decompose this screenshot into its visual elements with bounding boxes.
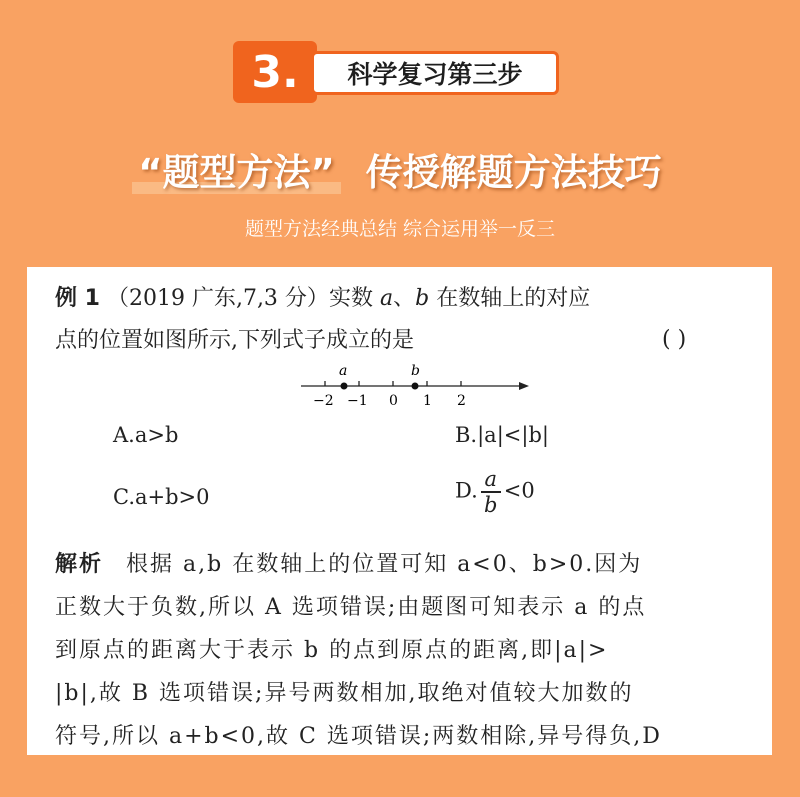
badge-label: 科学复习第三步 <box>311 51 559 95</box>
analysis-line-5: 符号,所以 a+b<0,故 C 选项错误;两数相除,异号得负,D <box>55 724 662 749</box>
headline-highlight: “题型方法” <box>138 151 335 194</box>
tick-label: 1 <box>423 393 432 409</box>
answer-paren: ( ) <box>662 327 687 352</box>
point-b <box>412 383 419 390</box>
analysis-line-1: 解析 根据 a,b 在数轴上的位置可知 a<0、b>0.因为 <box>55 552 643 577</box>
subhead: 题型方法经典总结 综合运用举一反三 <box>244 218 556 240</box>
option-d: D. $\frac{a}{b}$ <0 <box>455 467 535 517</box>
example-tag: 例 1 <box>55 286 100 311</box>
label-a: a <box>339 363 348 379</box>
tick-label: −1 <box>347 393 368 409</box>
option-b: B.|a|<|b| <box>455 423 549 447</box>
analysis-line-2: 正数大于负数,所以 A 选项错误;由题图可知表示 a 的点 <box>55 595 647 620</box>
tick-label: 2 <box>457 393 466 409</box>
example-card <box>27 267 772 755</box>
question-line-1: 例 1 （2019 广东,7,3 分）实数 a、b 在数轴上的对应 <box>55 286 591 311</box>
label-b: b <box>411 363 420 379</box>
question-source: （2019 广东,7,3 分） <box>106 286 329 311</box>
analysis-tag: 解析 <box>55 552 104 577</box>
option-d-fraction: $\frac{a}{b}$ <box>481 467 501 517</box>
analysis-line-4: |b|,故 B 选项错误;异号两数相加,取绝对值较大加数的 <box>55 681 634 706</box>
badge-number: 3. <box>233 41 317 103</box>
question-line-2: 点的位置如图所示,下列式子成立的是 <box>55 328 414 353</box>
option-a: A.a>b <box>113 423 179 447</box>
number-line <box>299 363 531 411</box>
option-c: C.a+b>0 <box>113 485 210 509</box>
analysis-line-3: 到原点的距离大于表示 b 的点到原点的距离,即|a|> <box>55 638 609 663</box>
tick-label: 0 <box>389 393 398 409</box>
tick-label: −2 <box>313 393 334 409</box>
headline-rest: 传授解题方法技巧 <box>365 151 662 194</box>
point-a <box>341 383 348 390</box>
headline <box>0 142 800 196</box>
